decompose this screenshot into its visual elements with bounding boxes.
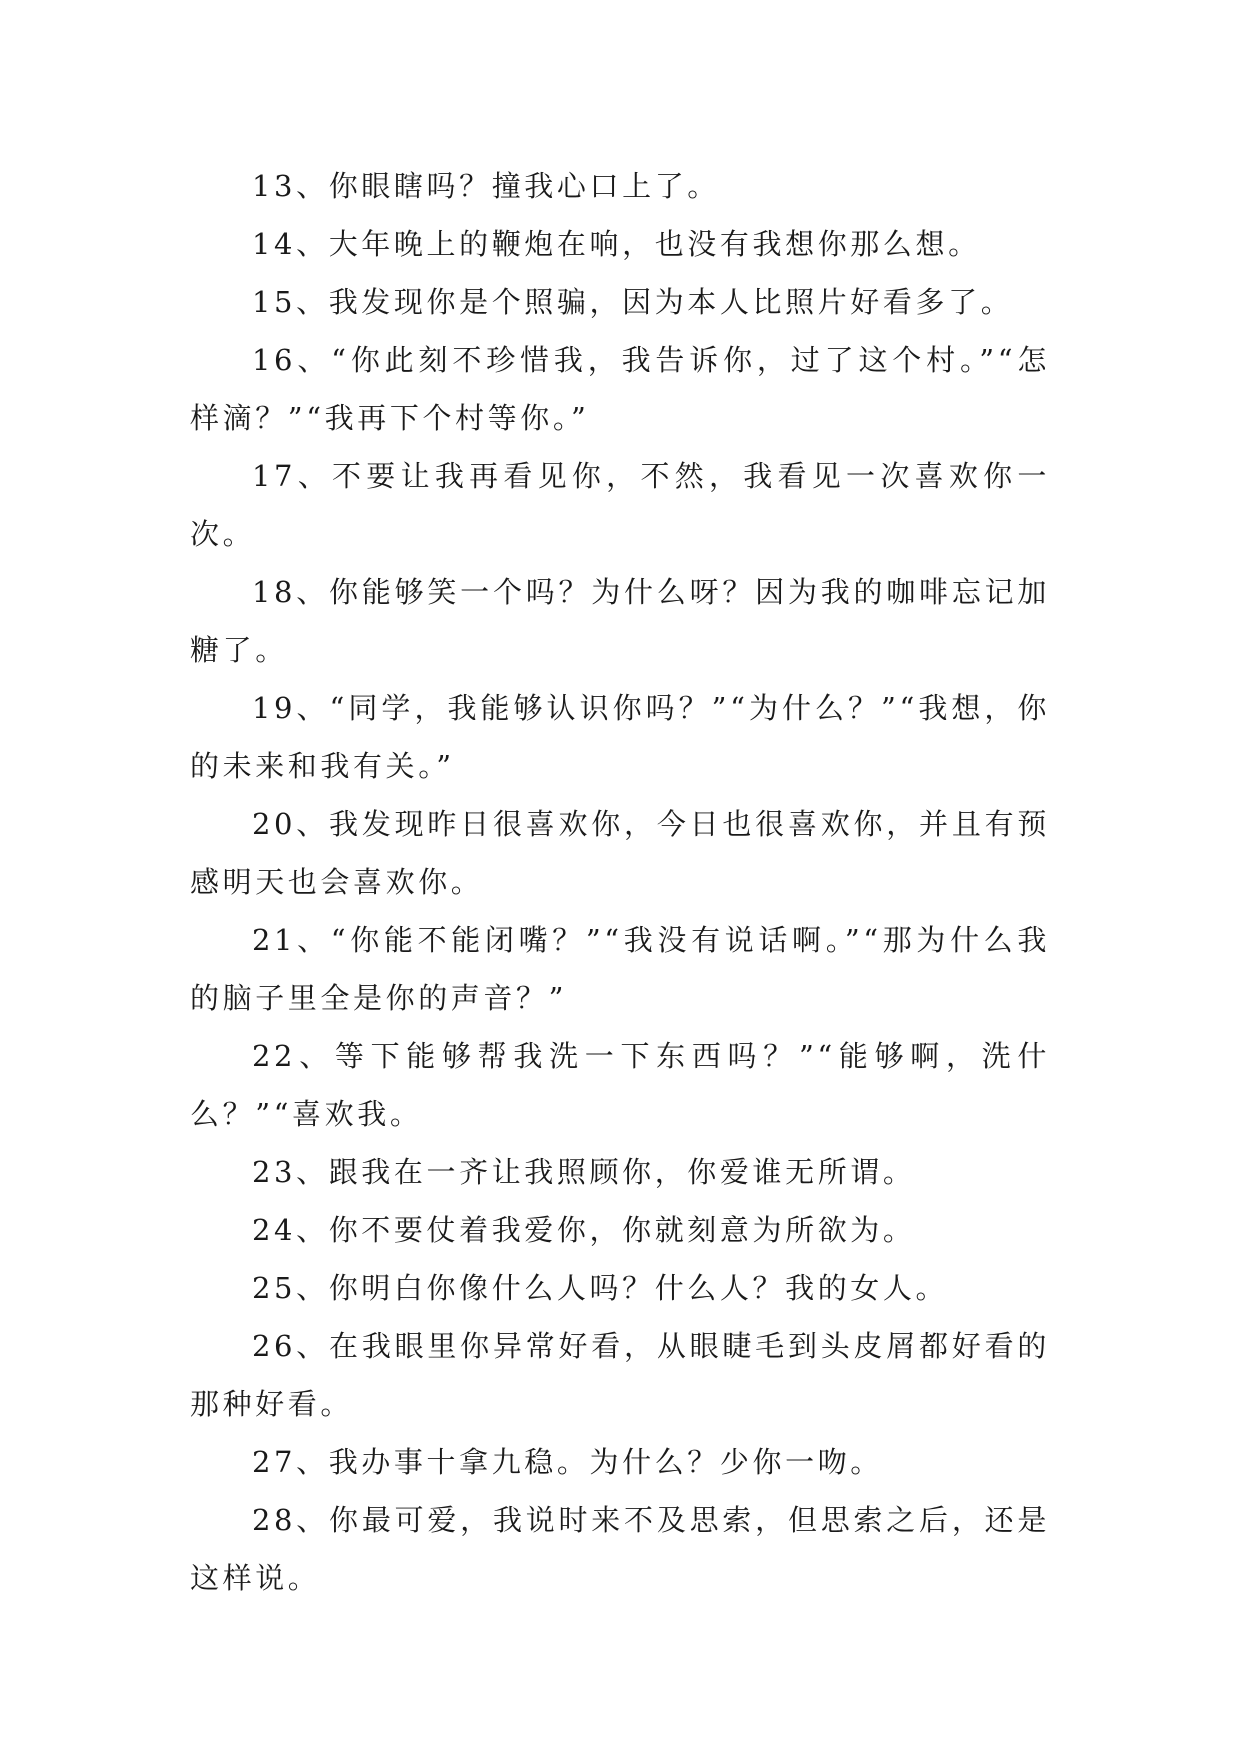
paragraph-13: 13、你眼瞎吗？撞我心口上了。 bbox=[252, 169, 720, 203]
paragraph-24: 24、你不要仗着我爱你，你就刻意为所欲为。 bbox=[252, 1213, 916, 1247]
paragraph-18: 18、你能够笑一个吗？为什么呀？因为我的咖啡忘记加糖了。 bbox=[190, 575, 1050, 667]
paragraph-23: 23、跟我在一齐让我照顾你，你爱谁无所谓。 bbox=[252, 1155, 916, 1189]
paragraph-25: 25、你明白你像什么人吗？什么人？我的女人。 bbox=[252, 1271, 949, 1305]
paragraph-14: 14、大年晚上的鞭炮在响，也没有我想你那么想。 bbox=[252, 227, 981, 261]
paragraph-27: 27、我办事十拿九稳。为什么？少你一吻。 bbox=[252, 1445, 883, 1479]
paragraph-20: 20、我发现昨日很喜欢你，今日也很喜欢你，并且有预感明天也会喜欢你。 bbox=[190, 807, 1050, 899]
paragraph-19: 19、“同学，我能够认识你吗？”“为什么？”“我想，你的未来和我有关。” bbox=[190, 691, 1050, 783]
paragraph-15: 15、我发现你是个照骗，因为本人比照片好看多了。 bbox=[252, 285, 1014, 319]
paragraph-28: 28、你最可爱，我说时来不及思索，但思索之后，还是这样说。 bbox=[190, 1503, 1050, 1595]
paragraph-16: 16、“你此刻不珍惜我，我告诉你，过了这个村。”“怎样滴？”“我再下个村等你。” bbox=[190, 343, 1050, 435]
paragraph-21: 21、“你能不能闭嘴？”“我没有说话啊。”“那为什么我的脑子里全是你的声音？” bbox=[190, 923, 1050, 1015]
paragraph-17: 17、不要让我再看见你，不然，我看见一次喜欢你一次。 bbox=[190, 459, 1050, 551]
paragraph-26: 26、在我眼里你异常好看，从眼睫毛到头皮屑都好看的那种好看。 bbox=[190, 1329, 1050, 1421]
document-body bbox=[190, 157, 1050, 1607]
paragraph-22: 22、等下能够帮我洗一下东西吗？”“能够啊，洗什么？”“喜欢我。 bbox=[190, 1039, 1050, 1131]
